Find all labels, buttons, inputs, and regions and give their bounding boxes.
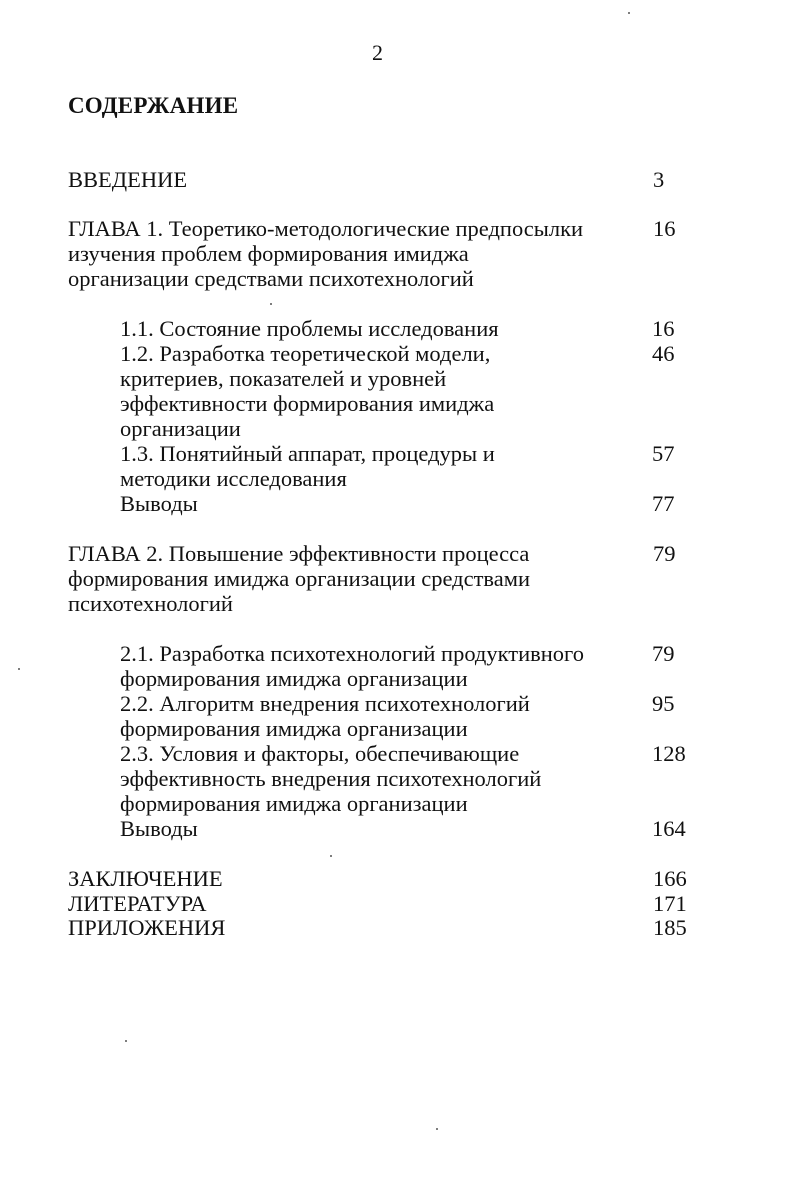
- scan-speck: [125, 1040, 127, 1042]
- scan-speck: [270, 303, 272, 305]
- toc-entry-text: 1.1. Состояние проблемы исследования: [120, 316, 499, 341]
- toc-entry-page: 16: [652, 316, 675, 341]
- toc-entry-text: ГЛАВА 2. Повышение эффективности процесса формирования имиджа организации средствами психотехнологий: [68, 541, 531, 616]
- scan-speck: [628, 12, 630, 14]
- toc-entry-page: 79: [653, 541, 676, 566]
- toc-entry-page: 46: [652, 341, 675, 366]
- page-number: 2: [372, 40, 383, 65]
- toc-entry-page: 16: [653, 216, 676, 241]
- scan-speck: [18, 668, 20, 670]
- page-title: СОДЕРЖАНИЕ: [68, 93, 239, 118]
- toc-entry-page: 57: [652, 441, 675, 466]
- toc-entry-text: 2.2. Алгоритм внедрения психотехнологий формирования имиджа организации: [120, 691, 530, 741]
- toc-entry-text: 2.1. Разработка психотехнологий продуктивного формирования имиджа организации: [120, 641, 584, 691]
- scan-speck: [436, 1128, 438, 1130]
- toc-entry-text: ГЛАВА 1. Теоретико-методологические предпосылки изучения проблем формирования имиджа организации средствами психотехнологий: [68, 216, 584, 291]
- toc-entry-page: 95: [652, 691, 675, 716]
- toc-entry-text: ВВЕДЕНИЕ: [68, 167, 188, 192]
- toc-entry-text: 1.3. Понятийный аппарат, процедуры и методики исследования: [120, 441, 495, 491]
- toc-entry-page: 164: [652, 816, 686, 841]
- toc-entry-text: 2.3. Условия и факторы, обеспечивающие эффективность внедрения психотехнологий формирования имиджа организации: [120, 741, 542, 816]
- toc-entry-page: 3: [653, 167, 665, 192]
- toc-entry-text: ЛИТЕРАТУРА: [68, 891, 207, 916]
- toc-entry-page: 171: [653, 891, 687, 916]
- toc-entry-text: Выводы: [120, 491, 198, 516]
- toc-entry-page: 79: [652, 641, 675, 666]
- toc-entry-page: 166: [653, 866, 687, 891]
- toc-entry-text: ЗАКЛЮЧЕНИЕ: [68, 866, 223, 891]
- toc-entry-text: ПРИЛОЖЕНИЯ: [68, 915, 226, 940]
- toc-entry-text: Выводы: [120, 816, 198, 841]
- toc-entry-page: 77: [652, 491, 675, 516]
- toc-entry-text: 1.2. Разработка теоретической модели, критериев, показателей и уровней эффективности формирования имиджа организации: [120, 341, 495, 441]
- scan-speck: [330, 855, 332, 857]
- toc-entry-page: 128: [652, 741, 686, 766]
- toc-entry-page: 185: [653, 915, 687, 940]
